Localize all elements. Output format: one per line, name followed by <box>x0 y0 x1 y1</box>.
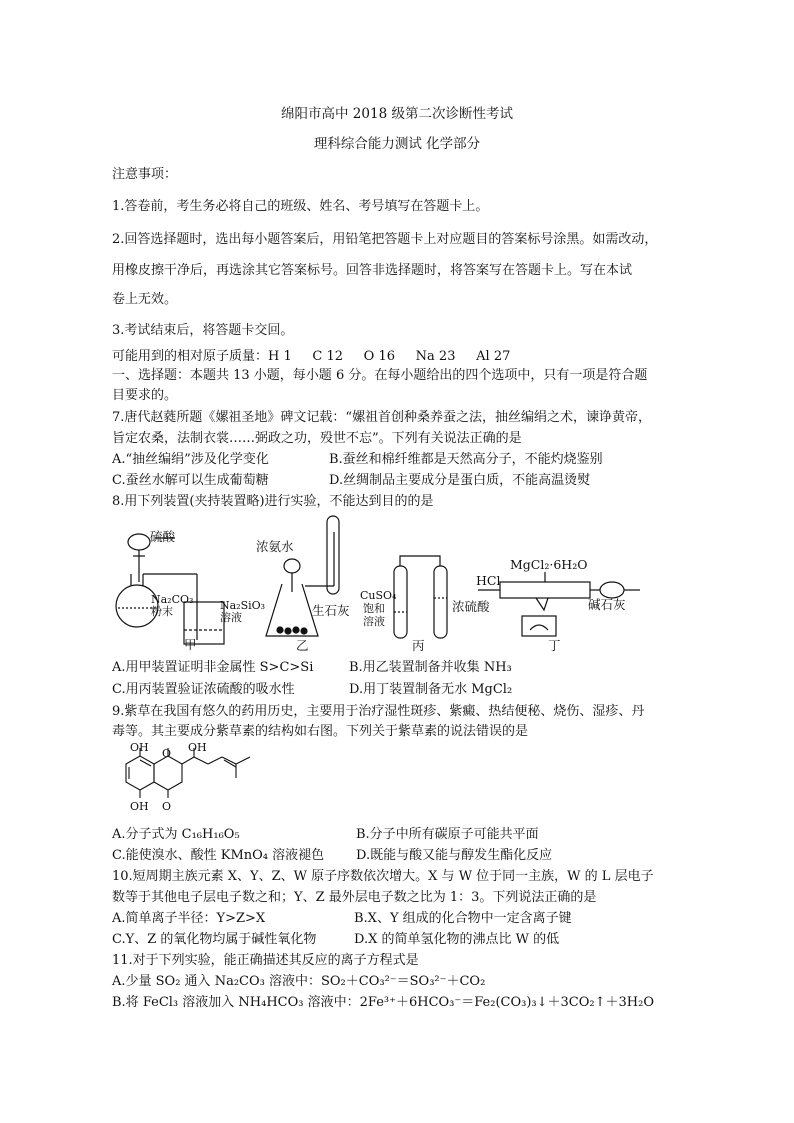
notice-item-2-line-1: 2.回答选择题时，选出每小题答案后，用铅笔把答题卡上对应题目的答案标号涂黑。如需改动， <box>112 232 658 247</box>
q8-option-b: B.用乙装置制备并收集 NH₃ <box>349 660 512 675</box>
q9-oh-side: OH <box>188 741 207 754</box>
q7-stem-line-2: 旨定农桑，法制衣裳……弼政之功，殁世不忘”。下列有关说法正确的是 <box>112 431 522 446</box>
label-bing-3: 溶液 <box>363 615 385 628</box>
q11-option-a: A.少量 SO₂ 通入 Na₂CO₃ 溶液中：SO₂＋CO₃²⁻＝SO₃²⁻＋CO₂ <box>112 974 486 989</box>
q8-apparatus-figure <box>0 512 794 652</box>
section-intro-line-2: 目要求的。 <box>112 388 178 403</box>
q7-option-d: D.丝绸制品主要成分是蛋白质，不能高温烫熨 <box>329 473 591 488</box>
q8-stem: 8.用下列装置(夹持装置略)进行实验，不能达到目的的是 <box>112 494 434 509</box>
label-ding-lime: 碱石灰 <box>588 597 626 612</box>
notice-item-2-line-2: 用橡皮擦干净后，再选涂其它答案标号。回答非选择题时，将答案写在答题卡上。写在本试 <box>112 263 633 278</box>
atomic-masses: 可能用到的相对原子质量：H 1 C 12 O 16 Na 23 Al 27 <box>112 349 511 364</box>
label-jia: 甲 <box>184 637 197 652</box>
q9-o-top: O <box>162 747 172 760</box>
label-ding-gas: HCl <box>476 573 501 588</box>
q10-option-c: C.Y、Z 的氧化物均属于碱性氧化物 <box>112 932 317 947</box>
label-ding: 丁 <box>548 638 561 653</box>
q9-option-c: C.能使溴水、酸性 KMnO₄ 溶液褪色 <box>112 848 325 863</box>
q10-option-a: A.简单离子半径：Y>Z>X <box>112 911 266 926</box>
apparatus-bing <box>394 556 447 638</box>
q9-option-d: D.既能与酸又能与醇发生酯化反应 <box>356 848 553 863</box>
q8-option-d: D.用丁装置制备无水 MgCl₂ <box>349 682 513 697</box>
label-yi-reagent: 浓氨水 <box>256 539 294 554</box>
q10-option-d: D.X 的简单氢化物的沸点比 W 的低 <box>354 932 560 947</box>
q9-o-bottom: O <box>162 800 172 813</box>
q9-oh-bottom-left: OH <box>130 800 149 813</box>
label-bing-1: CuSO₄ <box>360 589 397 602</box>
q10-stem-line-1: 10.短周期主族元素 X、Y、Z、W 原子序数依次增大。X 与 W 位于同一主族，W 的 L 层电子 <box>112 869 654 884</box>
label-jia-beaker-1: Na₂SiO₃ <box>220 599 266 612</box>
label-bing-acid: 浓硫酸 <box>452 599 490 614</box>
label-ding-salt: MgCl₂·6H₂O <box>510 557 588 572</box>
notice-item-3: 3.考试结束后，将答题卡交回。 <box>112 323 294 338</box>
q9-option-a: A.分子式为 C₁₆H₁₆O₅ <box>112 827 240 842</box>
label-bing-2: 饱和 <box>363 602 385 615</box>
q7-option-a: A.“抽丝编绢”涉及化学变化 <box>112 452 269 467</box>
q10-option-b: B.X、Y 组成的化合物中一定含离子键 <box>354 911 572 926</box>
q7-option-b: B.蚕丝和棉纤维都是天然高分子，不能灼烧鉴别 <box>329 452 603 467</box>
exam-subtitle: 理科综合能力测试 化学部分 <box>313 136 481 152</box>
exam-title: 绵阳市高中 2018 级第二次诊断性考试 <box>281 106 513 122</box>
label-bing: 丙 <box>412 638 425 653</box>
label-yi-solid: 生石灰 <box>312 603 350 618</box>
q10-stem-line-2: 数等于其他电子层电子数之和；Y、Z 最外层电子数之比为 1：3。下列说法正确的是 <box>112 890 597 905</box>
apparatus-jia <box>116 534 224 644</box>
apparatus-yi <box>266 516 339 636</box>
label-jia-acid: 硫酸 <box>150 529 176 544</box>
q9-oh-top-left: OH <box>130 741 149 754</box>
q8-option-c: C.用丙装置验证浓硫酸的吸水性 <box>112 682 295 697</box>
q7-stem-line-1: 7.唐代赵蕤所题《嫘祖圣地》碑文记载：“嫘祖首创种桑养蚕之法，抽丝编绢之术，谏诤黄帝， <box>112 410 652 425</box>
q8-option-a: A.用甲装置证明非金属性 S>C>Si <box>112 660 314 675</box>
label-yi: 乙 <box>296 638 309 653</box>
notice-heading: 注意事项： <box>112 167 178 182</box>
notice-item-2-line-3: 卷上无效。 <box>112 292 178 307</box>
q7-option-c: C.蚕丝水解可以生成葡萄糖 <box>112 473 269 488</box>
section-intro-line-1: 一、选择题：本题共 13 小题，每小题 6 分。在每小题给出的四个选项中，只有一项是符合题 <box>112 368 648 383</box>
q11-stem: 11.对于下列实验，能正确描述其反应的离子方程式是 <box>112 953 419 968</box>
notice-item-1: 1.答卷前，考生务必将自己的班级、姓名、考号填写在答题卡上。 <box>112 199 489 214</box>
label-jia-flask-1: Na₂CO₃ <box>151 593 194 606</box>
q9-stem-line-1: 9.紫草在我国有悠久的药用历史，主要用于治疗湿性斑疹、紫癜、热结便秘、烧伤、湿疹、丹 <box>112 704 645 719</box>
q9-stem-line-2: 毒等。其主要成分紫草素的结构如右图。下列关于紫草素的说法错误的是 <box>112 724 529 739</box>
q9-option-b: B.分子中所有碳原子可能共平面 <box>356 827 539 842</box>
label-jia-flask-2: 粉末 <box>151 605 173 618</box>
q11-option-b: B.将 FeCl₃ 溶液加入 NH₄HCO₃ 溶液中：2Fe³⁺＋6HCO₃⁻＝Fe₂(CO₃)₃↓＋3CO₂↑＋3H₂O <box>112 995 654 1010</box>
label-jia-beaker-2: 溶液 <box>220 611 242 624</box>
